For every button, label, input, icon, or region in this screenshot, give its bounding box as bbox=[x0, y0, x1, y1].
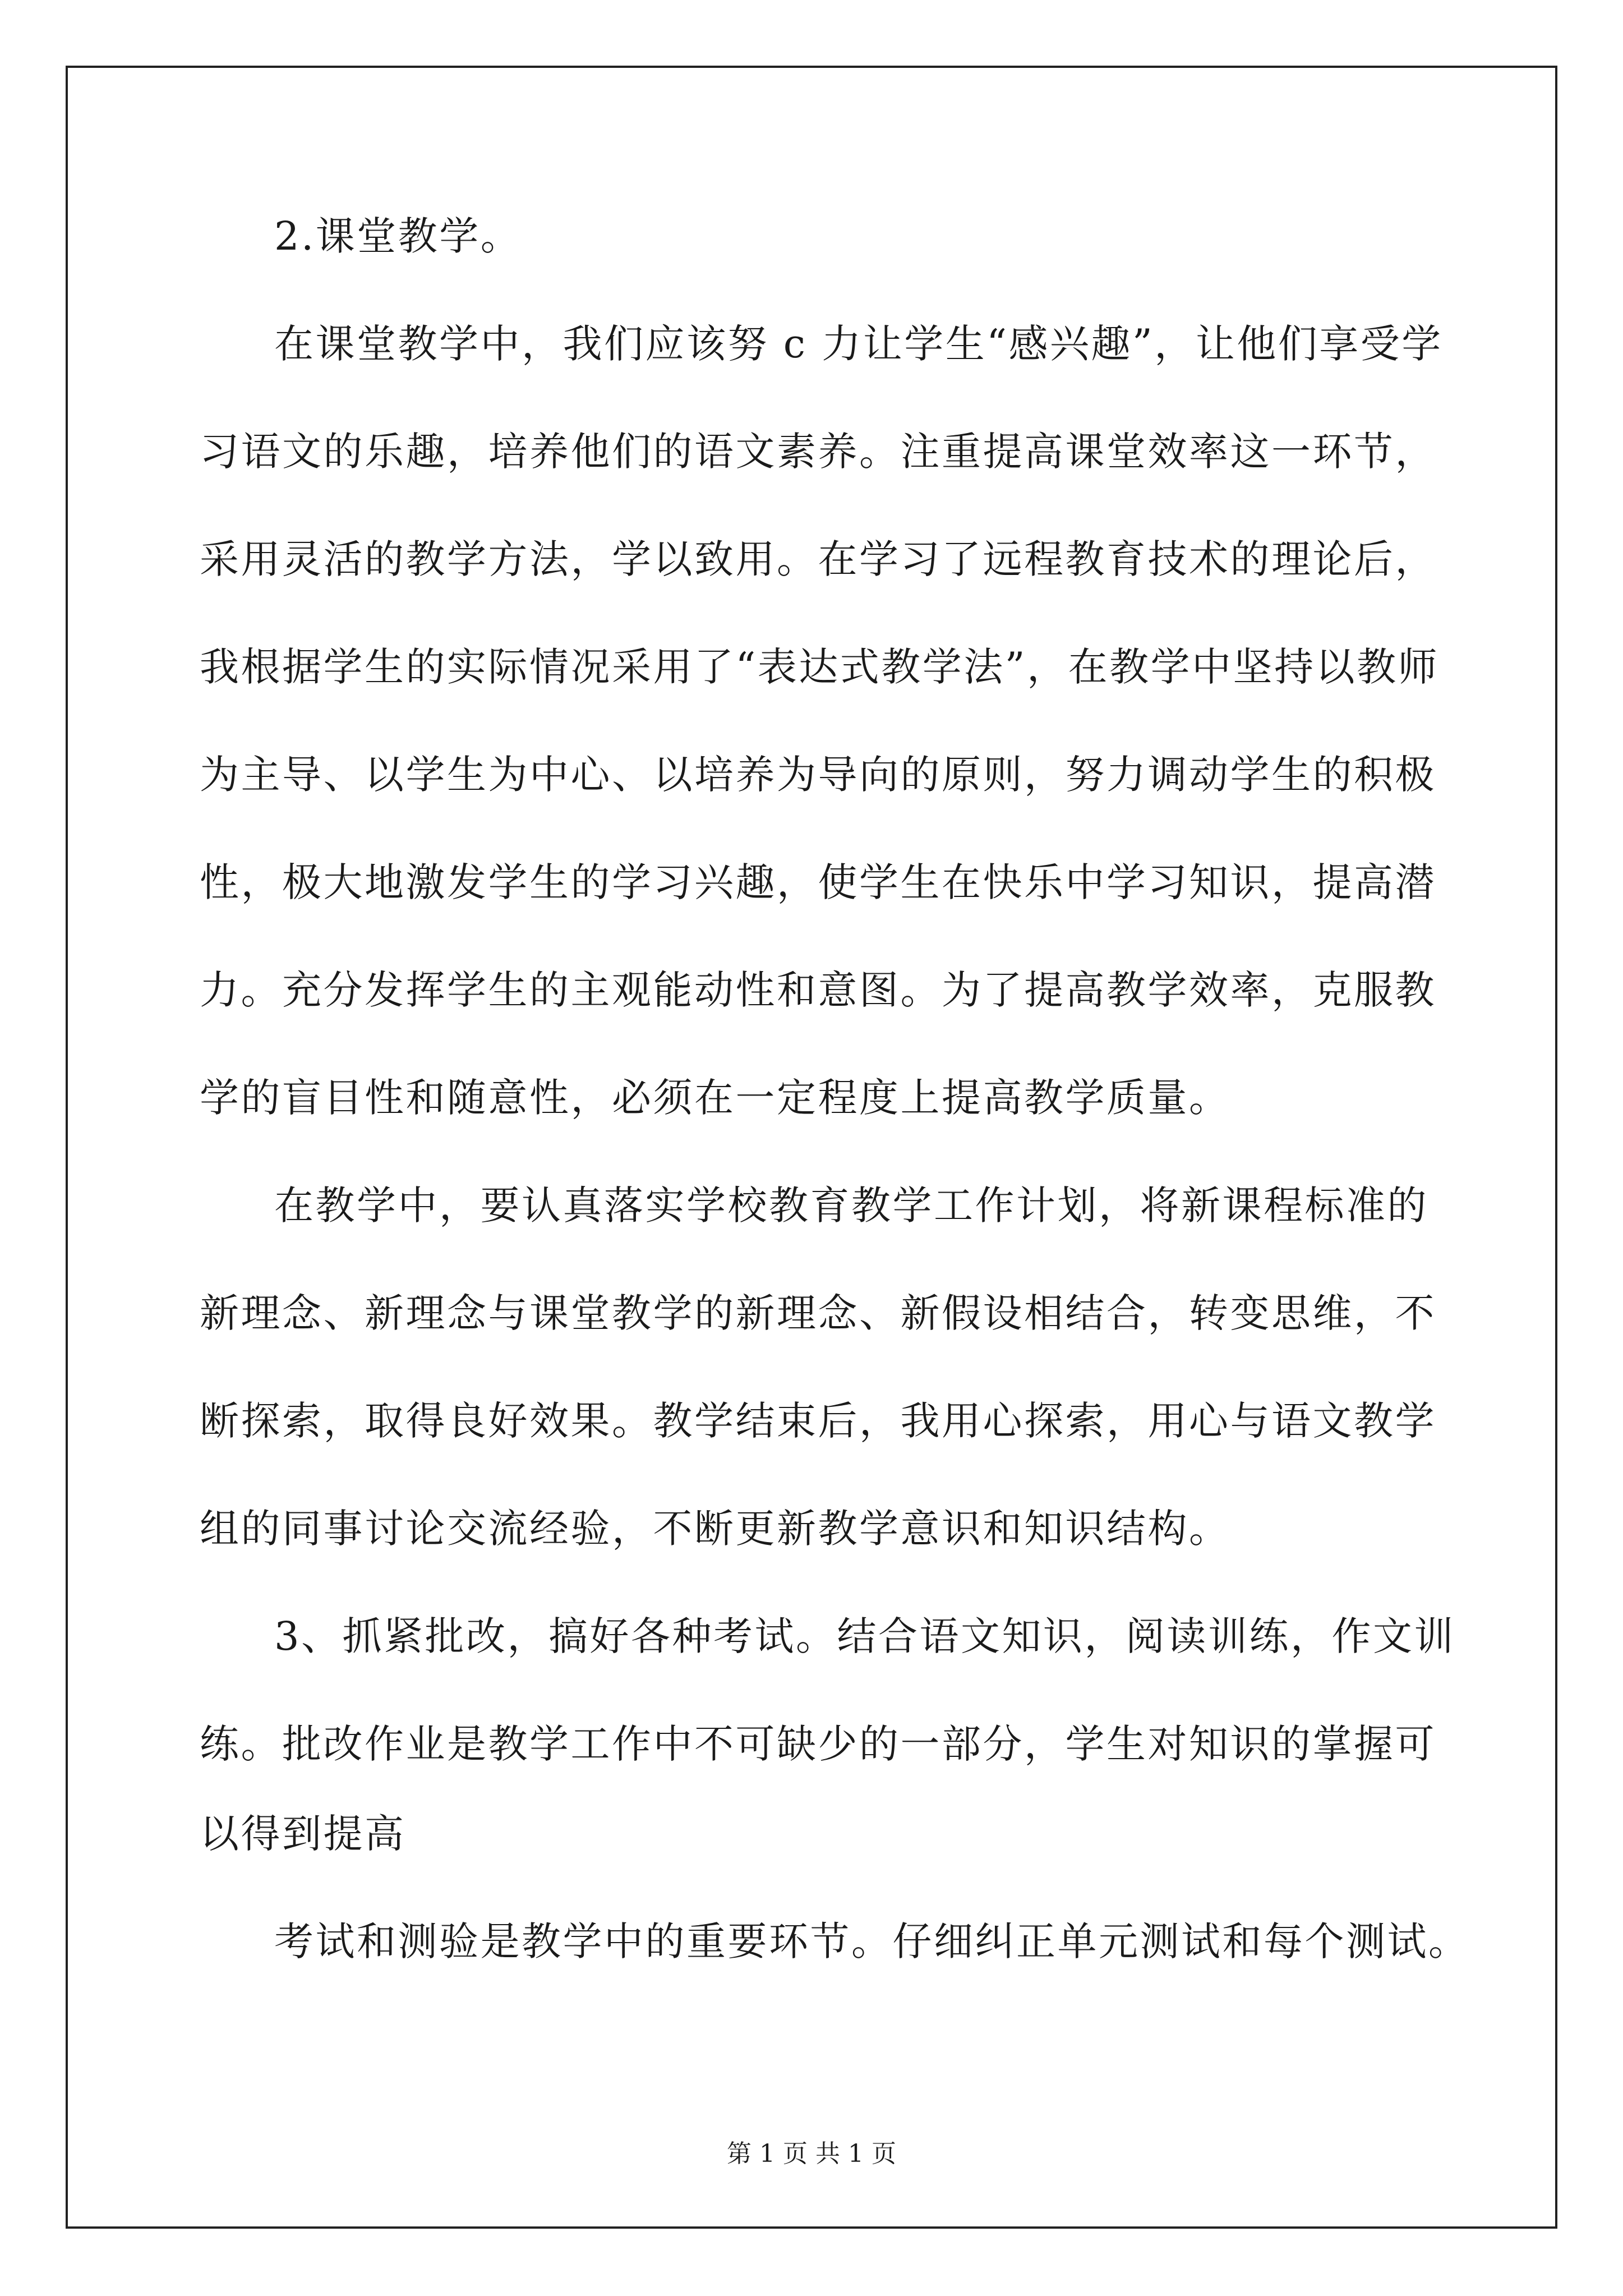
paragraph-line: 性，极大地激发学生的学习兴趣，使学生在快乐中学习知识，提高潜 bbox=[200, 859, 1436, 905]
paragraph-line: 考试和测验是教学中的重要环节。仔细纠正单元测试和每个测试。 bbox=[274, 1918, 1470, 1964]
page-border bbox=[66, 66, 1557, 2229]
paragraph-line: 新理念、新理念与课堂教学的新理念、新假设相结合，转变思维，不 bbox=[200, 1290, 1436, 1336]
heading-classroom-teaching: 2.课堂教学。 bbox=[274, 213, 522, 259]
paragraph-line: 力。充分发挥学生的主观能动性和意图。为了提高教学效率，克服教 bbox=[200, 967, 1436, 1013]
paragraph-line: 采用灵活的教学方法，学以致用。在学习了远程教育技术的理论后， bbox=[200, 536, 1436, 582]
paragraph-line: 在教学中，要认真落实学校教育教学工作计划，将新课程标准的 bbox=[274, 1182, 1428, 1228]
paragraph-line: 为主导、以学生为中心、以培养为导向的原则，努力调动学生的积极 bbox=[200, 752, 1436, 798]
paragraph-line: 在课堂教学中，我们应该努 c 力让学生“感兴趣”，让他们享受学 bbox=[274, 321, 1443, 367]
paragraph-line: 练。批改作业是教学工作中不可缺少的一部分，学生对知识的掌握可 bbox=[200, 1721, 1436, 1767]
page-number-footer: 第 1 页 共 1 页 bbox=[727, 2139, 896, 2168]
paragraph-line: 以得到提高 bbox=[200, 1811, 406, 1857]
paragraph-line: 我根据学生的实际情况采用了“表达式教学法”，在教学中坚持以教师 bbox=[200, 644, 1440, 690]
paragraph-line: 断探索，取得良好效果。教学结束后，我用心探索，用心与语文教学 bbox=[200, 1398, 1436, 1444]
paragraph-line: 学的盲目性和随意性，必须在一定程度上提高教学质量。 bbox=[200, 1075, 1230, 1121]
paragraph-line: 习语文的乐趣，培养他们的语文素养。注重提高课堂效率这一环节， bbox=[200, 429, 1436, 475]
paragraph-line: 3、抓紧批改，搞好各种考试。结合语文知识，阅读训练，作文训 bbox=[274, 1613, 1456, 1659]
paragraph-line: 组的同事讨论交流经验，不断更新教学意识和知识结构。 bbox=[200, 1506, 1230, 1552]
